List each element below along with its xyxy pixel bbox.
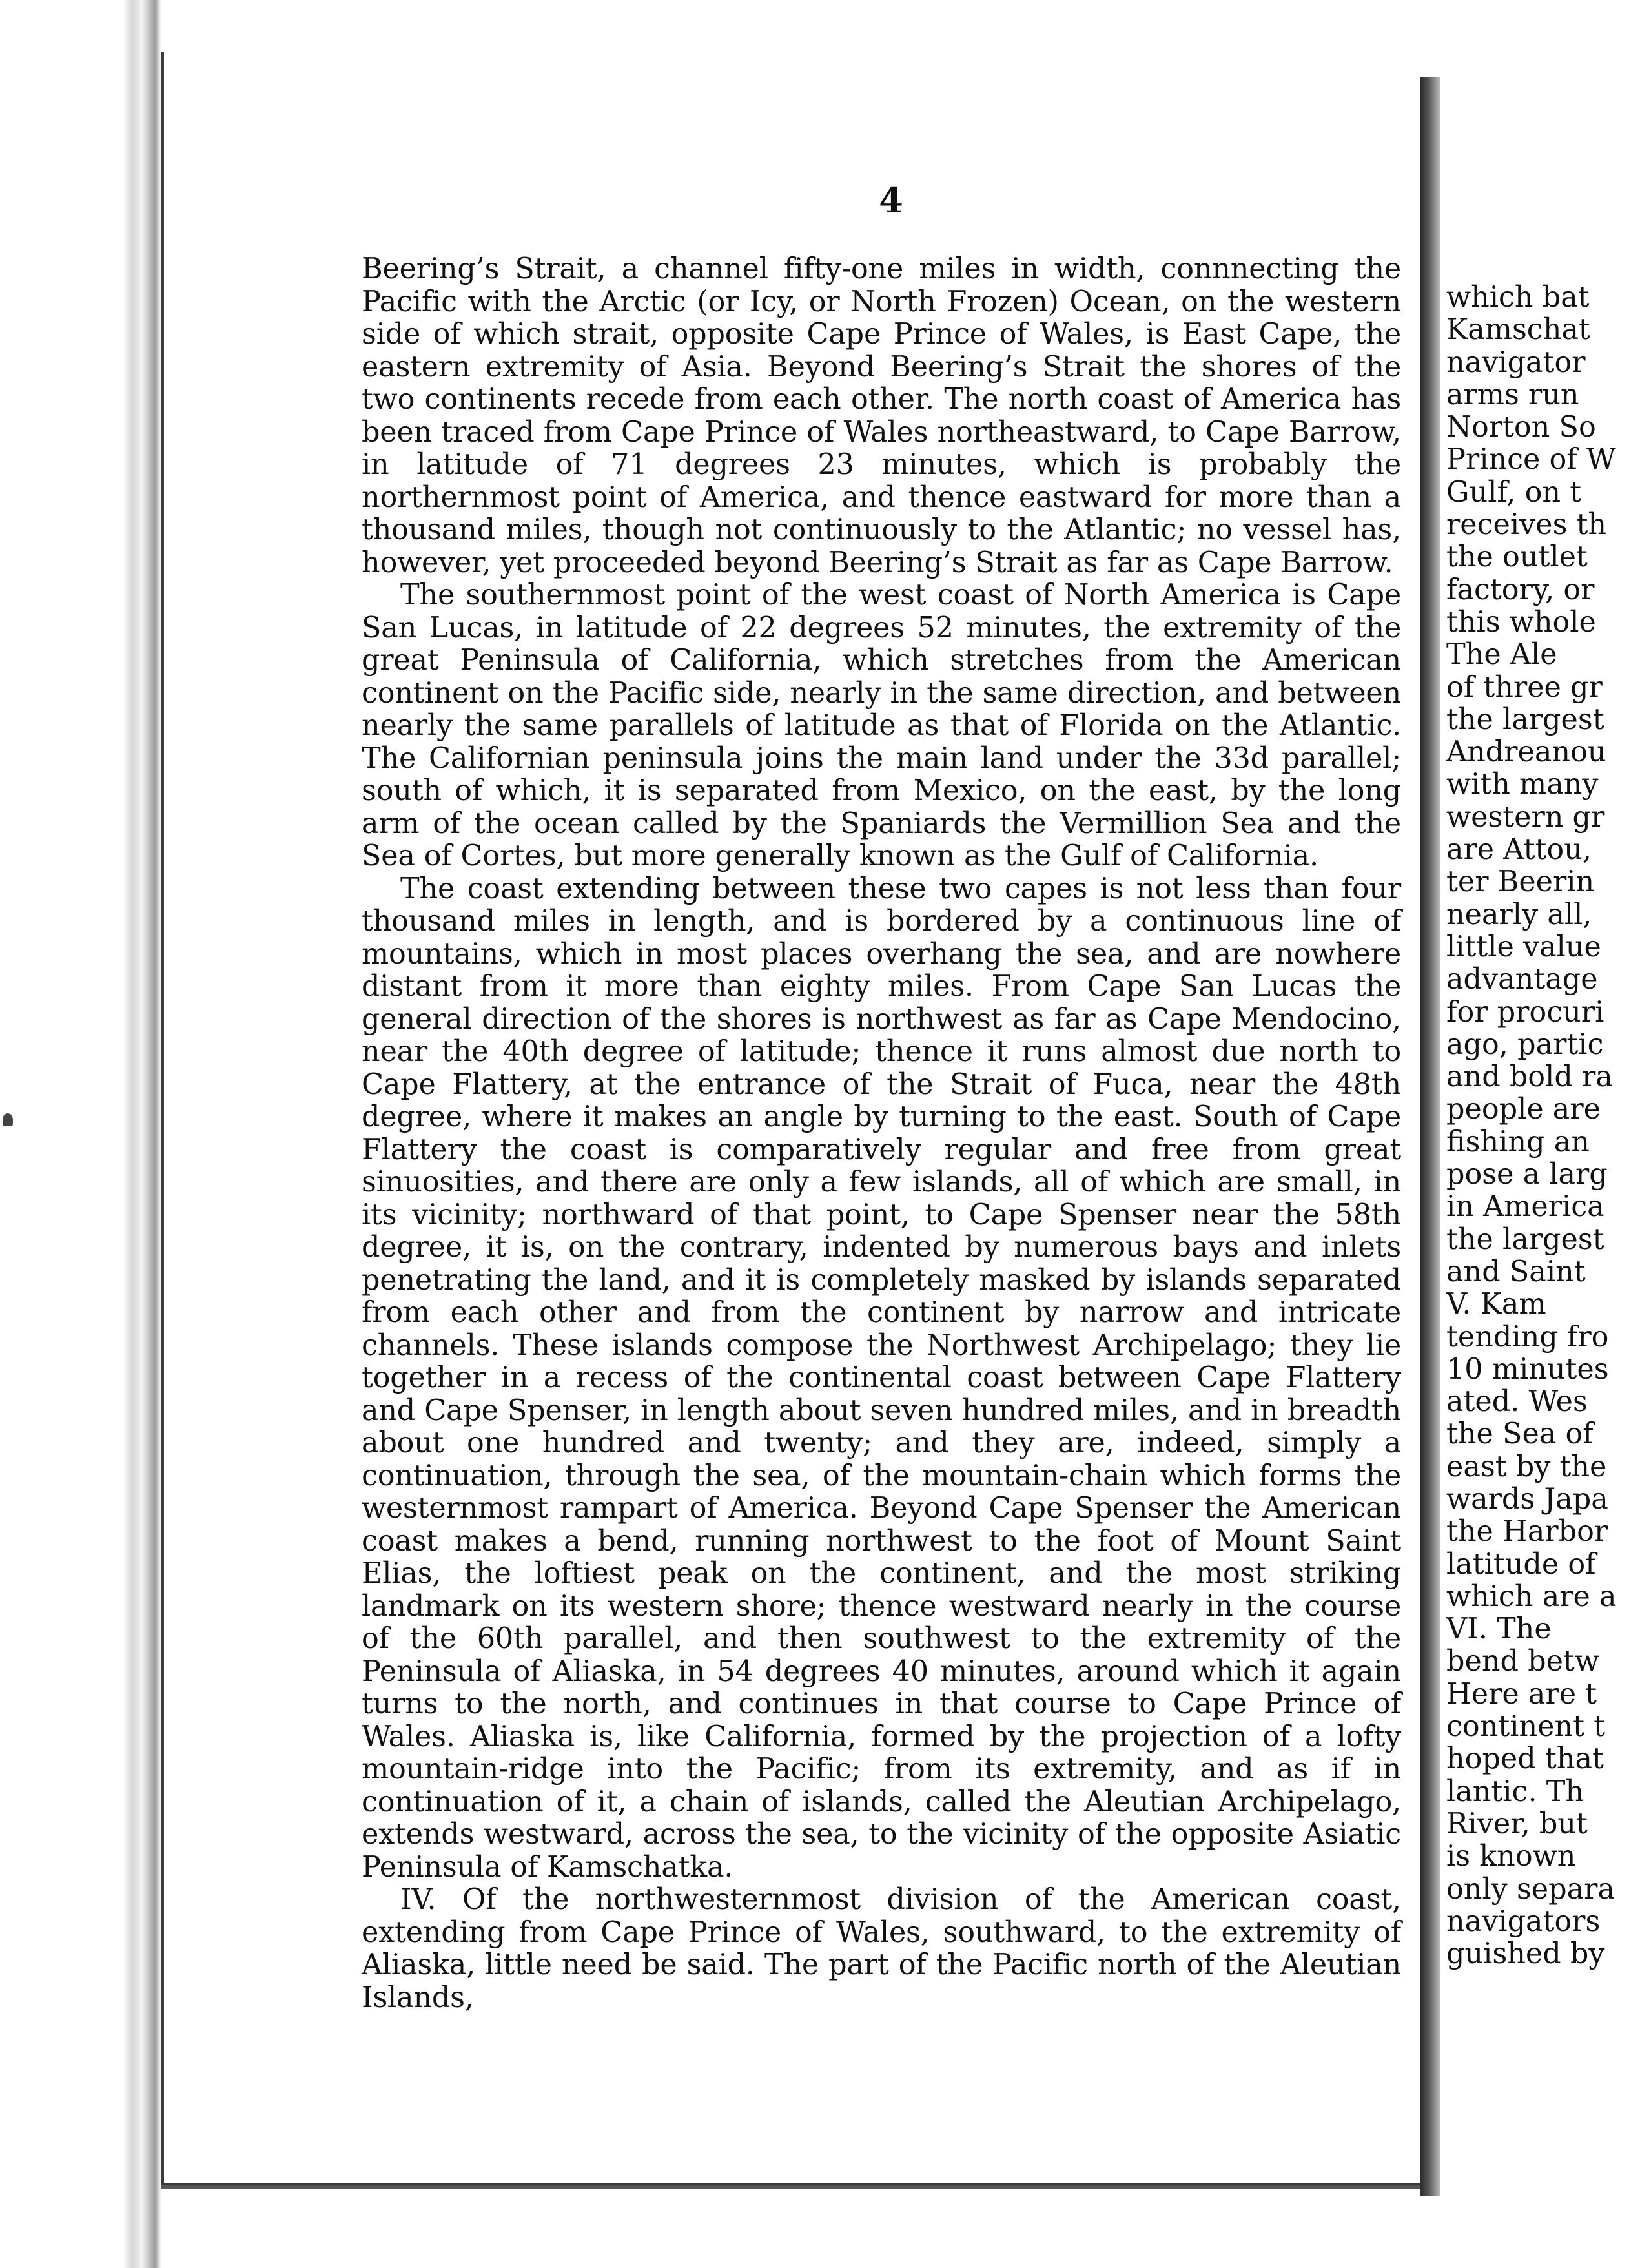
right-column-line: 10 minutes [1446, 1352, 1609, 1386]
margin-mark [3, 1113, 13, 1126]
right-column-line: this whole [1446, 605, 1596, 639]
right-column-line: guished by [1446, 1937, 1605, 1971]
right-column-line: western gr [1446, 800, 1605, 834]
paragraph: IV. Of the northwesternmost division of the American coast, extending from Cape Prince of Wales, southward, to the extremity of Aliaska, little need be said. The part of the Pacific north of the Aleutian Islands, [362, 1883, 1401, 2014]
right-column-line: ter Beerin [1446, 865, 1595, 899]
right-column-line: ago, partic [1446, 1027, 1604, 1061]
right-column-line: ated. Wes [1446, 1385, 1588, 1419]
right-column-line: VI. The [1446, 1613, 1552, 1646]
binding-shadow [0, 0, 161, 2268]
right-column-line: nearly all, [1446, 898, 1592, 931]
right-column-line: receives th [1446, 508, 1607, 542]
right-column-line: and bold ra [1446, 1060, 1613, 1094]
paragraph: The coast extending between these two capes is not less than four thousand miles in length, and is bordered by a continuous line of mountains, which in most places overhang the sea, and are nowhere distant from it more than eighty miles. From Cape San Lucas the general direction of the shores is northwest as far as Cape Mendocino, near the 40th degree of latitude; thence it runs almost due north to Cape Flattery, at the entrance of the Strait of Fuca, near the 48th degree, where it makes an angle by turning to the east. South of Cape Flattery the coast is comparatively regular and free from great sinuosities, and there are only a few islands, all of which are small, in its vicinity; northward of that point, to Cape Spenser near the 58th degree, it is, on the contrary, indented by numerous bays and inlets penetrating the land, and it is completely masked by islands separated from each other and from the continent by narrow and intricate channels. These islands compose the Northwest Archipelago; they lie together in a recess of the continental coast between Cape Flattery and Cape Spenser, in length about seven hundred miles, and in breadth about one hundred and twenty; and they are, indeed, simply a continuation, through the sea, of the mountain-chain which forms the westernmost rampart of America. Beyond Cape Spenser the American coast makes a bend, running northwest to the foot of Mount Saint Elias, the loftiest peak on the continent, and the most striking landmark on its western shore; thence westward nearly in the course of the 60th parallel, and then southwest to the extremity of the Peninsula of Aliaska, in 54 degrees 40 minutes, around which it again turns to the north, and continues in that course to Cape Prince of Wales. Aliaska is, like California, formed by the projection of a lofty mountain-ridge into the Pacific; from its extremity, and as if in continuation of it, a chain of islands, called the Aleutian Archipelago, extends westward, across the sea, to the vicinity of the opposite Asiatic Peninsula of Kamschatka. [362, 872, 1401, 1884]
right-column-line: are Attou, [1446, 833, 1592, 867]
right-column-line: latitude of [1446, 1547, 1596, 1581]
right-column-line: people are [1446, 1093, 1601, 1126]
right-column-line: Prince of W [1446, 443, 1616, 477]
right-column-line: which are a [1446, 1580, 1617, 1613]
right-column-line: Gulf, on t [1446, 475, 1582, 509]
right-column-line: bend betw [1446, 1645, 1599, 1678]
right-column-line: Here are t [1446, 1677, 1597, 1711]
right-column-line: arms run [1446, 378, 1579, 411]
right-column-line: is known [1446, 1840, 1576, 1873]
right-column-line: factory, or [1446, 573, 1595, 606]
right-column-line: wards Japa [1446, 1482, 1608, 1516]
right-column-line: east by the [1446, 1450, 1607, 1483]
right-column-line: Andreanou [1446, 736, 1606, 769]
right-column-line: the Sea of [1446, 1418, 1594, 1451]
book-gutter [1420, 77, 1440, 2196]
paragraph: The southernmost point of the west coast of North America is Cape San Lucas, in latitude of 22 degrees 52 minutes, the extremity of the great Peninsula of California, which stretches from the American continent on the Pacific side, nearly in the same direction, and between nearly the same parallels of latitude as that of Florida on the Atlantic. The Californian peninsula joins the main land under the 33d parallel; south of which, it is separated from Mexico, on the east, by the long arm of the ocean called by the Spaniards the Vermillion Sea and the Sea of Cortes, but more generally known as the Gulf of California. [362, 579, 1401, 872]
right-column-line: only separa [1446, 1872, 1615, 1906]
right-column-line: advantage [1446, 963, 1598, 996]
right-column-line: continent t [1446, 1710, 1606, 1744]
right-column-line: the largest [1446, 703, 1604, 736]
paragraph: Beering’s Strait, a channel fifty-one miles in width, connnecting the Pacific with the Arctic (or Icy, or North Frozen) Ocean, on the western side of which strait, opposite Cape Prince of Wales, is East Cape, the eastern extremity of Asia. Beyond Beering’s Strait the shores of the two continents recede from each other. The north coast of America has been traced from Cape Prince of Wales northeastward, to Cape Barrow, in latitude of 71 degrees 23 minutes, which is probably the northernmost point of America, and thence eastward for more than a thousand miles, though not continuously to the Atlantic; no vessel has, however, yet proceeded beyond Beering’s Strait as far as Cape Barrow. [362, 253, 1401, 579]
right-column-line: with many [1446, 768, 1599, 801]
right-column-line: River, but [1446, 1807, 1588, 1840]
right-column-line: and Saint [1446, 1255, 1586, 1288]
right-column-line: in America [1446, 1190, 1604, 1224]
page-number: 4 [879, 180, 903, 221]
right-page-text-column [1446, 282, 1640, 1970]
right-column-line: little value [1446, 930, 1601, 964]
right-column-line: The Ale [1446, 638, 1557, 672]
right-column-line: Kamschat [1446, 313, 1590, 347]
right-column-line: Norton So [1446, 411, 1596, 444]
right-column-line: the outlet [1446, 541, 1588, 574]
right-column-line: the Harbor [1446, 1515, 1608, 1549]
right-column-line: which bat [1446, 281, 1590, 314]
right-column-line: V. Kam [1446, 1288, 1546, 1321]
right-column-line: hoped that [1446, 1742, 1604, 1776]
right-column-line: pose a larg [1446, 1158, 1608, 1191]
right-column-line: of three gr [1446, 670, 1603, 704]
main-text-column [362, 253, 1401, 2014]
right-column-line: the largest [1446, 1222, 1604, 1256]
right-column-line: lantic. Th [1446, 1775, 1584, 1808]
right-column-line: tending fro [1446, 1320, 1609, 1354]
right-column-line: fishing an [1446, 1125, 1590, 1159]
right-column-line: navigator [1446, 345, 1586, 379]
right-column-line: navigators [1446, 1904, 1601, 1938]
page-bottom-edge [161, 2185, 1440, 2189]
right-column-line: for procuri [1446, 995, 1604, 1029]
